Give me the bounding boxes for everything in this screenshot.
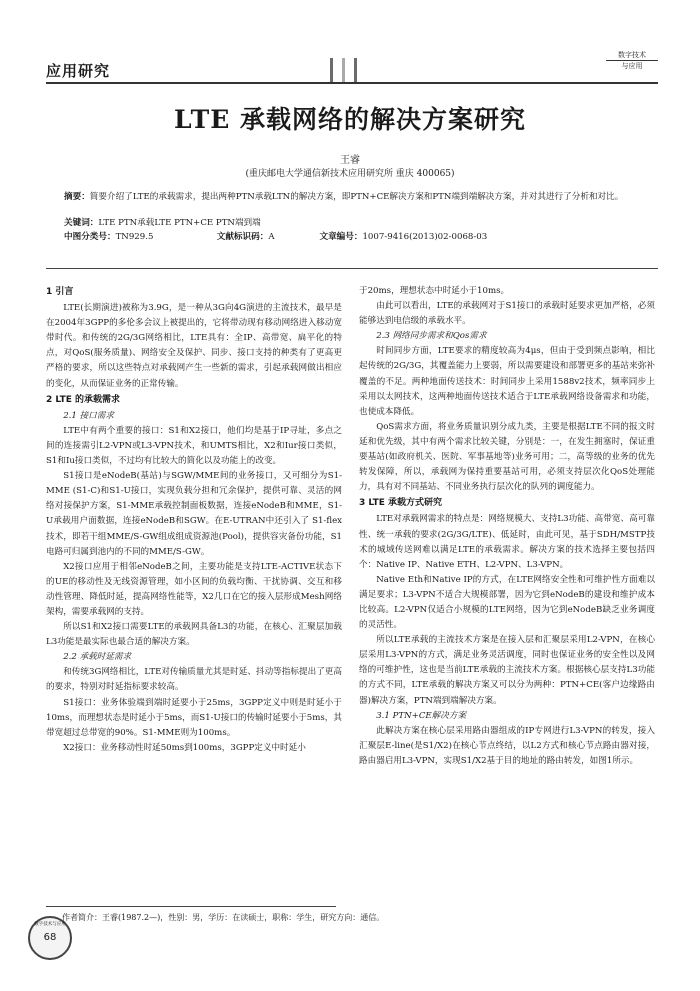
heading-introduction: 1 引言 [46, 287, 74, 297]
subheading-sync-qos: 2.3 网络同步需求和Qos需求 [376, 331, 487, 342]
header-bars [328, 58, 376, 84]
subheading-latency: 2.2 承载时延需求 [63, 652, 132, 663]
classification-row [64, 231, 654, 244]
abstract-divider [46, 268, 658, 269]
article-title: LTE 承载网络的解决方案研究 [174, 105, 526, 134]
author-footnote: 作者简介：王睿(1987.2—)，性别：男，学历：在读硕士，职称：学生，研究方向：通信。 [62, 913, 385, 922]
doc-code-label: 文献标识码： [216, 232, 269, 242]
paragraph: 由此可以看出，LTE的承载网对于S1接口的承载时延要求更加严格，必须能够达到电信级的承载水平。 [359, 301, 655, 327]
article-id-value: 1007-9416(2013)02-0068-03 [362, 232, 488, 242]
paragraph: 所以S1和X2接口需要LTE的承载网具备L3的功能，在核心、汇聚层加载L3功能是最实际也最合适的解决方案。 [46, 622, 342, 648]
journal-name-top: 数字技术 [606, 50, 658, 61]
header-rule [46, 82, 658, 84]
paragraph: X2接口：业务移动性时延50ms到100ms，3GPP定义中时延小 [63, 742, 306, 753]
paragraph: 和传统3G网络相比，LTE对传输质量尤其是时延、抖动等指标提出了更高的要求，特别对时延指标要求较高。 [46, 667, 342, 693]
clc-value: TN929.5 [115, 232, 154, 242]
paragraph: S1接口：业务体验端到端时延要小于25ms，3GPP定义中则是时延小于10ms，而理想状态是时延小于5ms，而S1-U接口的传输时延要小于5ms，其带宽超过总带宽的90%。S1-MME则为100ms。 [46, 697, 342, 738]
subheading-interface: 2.1 接口需求 [63, 410, 114, 421]
heading-bearer-methods: 3 LTE 承载方式研究 [359, 498, 443, 509]
journal-logo [606, 50, 658, 80]
paragraph: X2接口应用于相邻eNodeB之间，主要功能是支持LTE-ACTIVE状态下的UE的移动性及无线资源管理，如小区间的负载均衡、干扰协调、交互和移动性管理、降低时延，提高网络性能等，X2几口在它的接入层形成Mesh网络架构，需要承载网的支持。 [46, 561, 342, 617]
paragraph: Native Eth和Native IP的方式，在LTE网络安全性和可维护性方面难以满足要求；L3-VPN不适合大规模部署，因为它到eNodeB的建设和维护成本比较高。L2-VPN仅适合小规模的LTE网络，因为它到eNodeB缺乏业务调度的灵活性。 [359, 574, 655, 631]
author-affiliation: (重庆邮电大学通信新技术应用研究所 重庆 400065) [245, 169, 455, 179]
paragraph: S1接口是eNodeB(基站)与SGW/MME间的业务接口，又可细分为S1-MME (S1-C)和S1-U接口，实现负载分担和冗余保护，提供可靠、灵活的网络对接保护方案，S1-MME承载控制面板数据，连接eNodeB和MME，S1-U承载用户面数据，连接eNodeB和SGW。在E-UTRAN中还引入了 S1-flex技术，即若干组MME/S-GW组成组成资源池(Pool)，提供容灾备份功能，S1电路可归属到池内的不同的MME/S-GW。 [46, 471, 342, 557]
page-header [46, 51, 658, 84]
abstract [64, 191, 654, 204]
paragraph: 于20ms，理想状态中时延小于10ms。 [359, 286, 510, 296]
clc-label: 中图分类号： [64, 232, 116, 242]
subheading-ptn-ce: 3.1 PTN+CE解决方案 [376, 710, 467, 721]
keywords [64, 217, 654, 230]
paragraph: 所以LTE承载的主流技术方案是在接入层和汇聚层采用L2-VPN，在核心层采用L3-VPN的方式，满足业务灵活调度，同时也保证业务的安全性以及网络的可维护性，这也是当前LTE承载的主流技术方案。根据核心层支持L3功能的方式不同，LTE承载的解决方案又可以分为两种：PTN+CE(客户边缘路由器)解决方案，PTN端到端解决方案。 [359, 635, 655, 706]
paragraph: 时间同步方面，LTE要求的精度较高为4μs，但由于受到频点影响，相比起传统的2G/3G，其覆盖能力上要弱，所以需要建设和部署更多的基站来弥补覆盖的不足。两种地面传送技术：时间同步上采用1588v2技术，频率同步上采用以太网技术，这两种地面传送技术适合于LTE承载网络设备需求和功能，也使成本降低。 [359, 346, 655, 417]
abstract-text: 简要介绍了LTE的承载需求，提出两种PTN承载LTN的解决方案，即PTN+CE解决方案和PTN端到端解决方案，并对其进行了分析和对比。 [89, 192, 624, 202]
section-label: 应用研究 [46, 62, 111, 80]
badge-text: 数字技术与应用 [34, 922, 66, 927]
journal-name-bottom: 与应用 [621, 62, 643, 70]
heading-requirements: 2 LTE 的承载需求 [46, 394, 121, 405]
keywords-text: LTE PTN承载LTE PTN+CE PTN端到端 [98, 218, 261, 228]
article-id-label: 文章编号： [319, 232, 363, 242]
abstract-label: 摘要： [64, 192, 90, 202]
paragraph: LTE(长期演进)被称为3.9G，是一种从3G向4G演进的主流技术，最早是在2004年3GPP的多伦多会议上被提出的，它将带动现有移动网络进入移动宽带时代。和传统的2G/3G网络相比，LTE具有：全IP、高带宽、扁平化的特点，对QoS(服务质量)、网络安全及保护、同步、接口支持的种类有了更高更严格的要求，所以这些特点对承载网产生一些新的需求，引起承载网做出相应的变化，从而保证业务的正常传输。 [46, 303, 342, 389]
keywords-label: 关键词： [64, 218, 99, 228]
left-column [46, 284, 342, 756]
doc-code-value: A [268, 232, 275, 242]
page-number: 68 [43, 932, 57, 943]
paragraph: LTE中有两个重要的接口：S1和X2接口，他们均是基于IP寻址，多点之间的连接需引L2-VPN或L3-VPN技术，和UMTS相比，X2和Iur接口类似，S1和Iu接口类似，不过均有比较大的简化以及功能上的改变。 [46, 425, 342, 467]
paragraph: QoS需求方面，将业务质量识别分成九类，主要是根据LTE不同的报文时延和优先级，其中有两个需求比较关键，分别是：一，在发生拥塞时，保证重要基站(如政府机关、医院、军事基地等)业务可用；二，高等级的业务的优先转发保障，所以，承载网为保持重要基站可用，必须支持层次化QoS处理能力，具有对不同基站、不同业务执行层次化的队列的调度能力。 [359, 421, 655, 493]
page-number-badge [28, 916, 72, 960]
paragraph: 此解决方案在核心层采用路由器组成的IP专网进行L3-VPN的转发，接入汇聚层E-line(是S1/X2)在核心节点终结，以L2方式和核心节点路由器对接，路由器启用L3-VPN，实现S1/X2基于目的地址的路由转发，如图1所示。 [359, 725, 655, 766]
footnote-rule [46, 906, 336, 907]
article-author: 王睿 [340, 155, 360, 166]
paragraph: LTE对承载网需求的特点是：网络规模大、支持L3功能、高带宽、高可靠性、统一承载的要求(2G/3G/LTE)、低延时，由此可见，基于SDH/MSTP技术的城域传送网难以满足LTE的承载需求。解决方案的技术选择主要包括四个：Native IP、Native ETH、L2-VPN、L3-VPN。 [359, 514, 655, 570]
right-column [359, 284, 655, 769]
